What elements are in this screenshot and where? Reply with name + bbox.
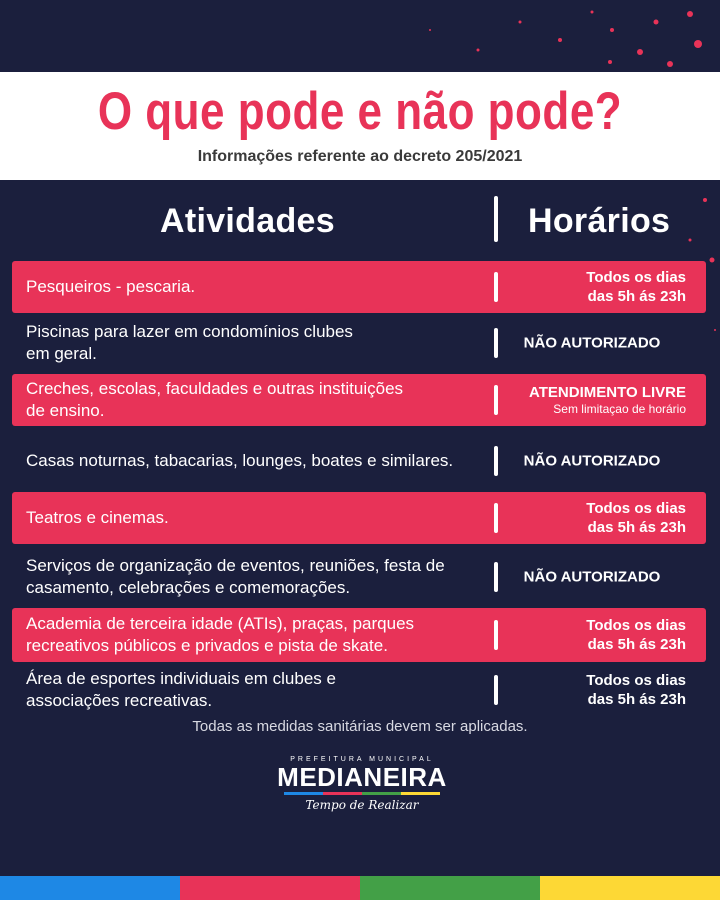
- activity-label: Casas noturnas, tabacarias, lounges, boates e similares.: [26, 451, 454, 470]
- activity-label: Serviços de organização de eventos, reuniões, festa de casamento, celebrações e comemorações.: [26, 556, 445, 597]
- logo-color-stripes: [284, 792, 440, 795]
- hours-label: [496, 268, 686, 306]
- table-row: [12, 492, 706, 544]
- hours-line-2: Sem limitaçao de horário: [553, 402, 686, 416]
- hours-label: NÃO AUTORIZADO: [523, 452, 661, 470]
- logo-slogan: Tempo de Realizar: [305, 798, 419, 812]
- footnote: Todas as medidas sanitárias devem ser aplicadas.: [192, 718, 528, 735]
- column-header-hours: Horários: [528, 202, 671, 240]
- table-row: [12, 316, 706, 370]
- hours-line-2: das 5h ás 23h: [587, 636, 686, 653]
- page-subtitle: Informações referente ao decreto 205/2021: [197, 148, 523, 165]
- hours-label: NÃO AUTORIZADO: [523, 568, 661, 586]
- hours-line-2: das 5h ás 23h: [587, 519, 686, 536]
- hours-line-1: Todos os dias: [586, 672, 686, 689]
- hours-label: [486, 383, 686, 417]
- hours-line-2: das 5h ás 23h: [587, 288, 686, 305]
- table-row: [12, 434, 706, 488]
- hours-label: NÃO AUTORIZADO: [523, 334, 661, 352]
- logo-name: MEDIANEIRA: [277, 762, 447, 792]
- activity-label: Creches, escolas, faculdades e outras instituições de ensino.: [26, 379, 404, 420]
- hours-label: [496, 616, 686, 654]
- table-row: [12, 261, 706, 313]
- activity-label: Área de esportes individuais em clubes e associações recreativas.: [26, 669, 336, 710]
- hours-line-2: das 5h ás 23h: [587, 691, 686, 708]
- page-title: O que pode e não pode?: [97, 82, 623, 141]
- activity-label: Academia de terceira idade (ATIs), praças, parques recreativos públicos e privados e pista de skate.: [26, 614, 415, 655]
- hours-line-1: ATENDIMENTO LIVRE: [529, 384, 686, 401]
- hours-line-1: Todos os dias: [586, 617, 686, 634]
- column-divider: [494, 196, 498, 242]
- activity-label: Teatros e cinemas.: [26, 508, 169, 527]
- hours-line-1: Todos os dias: [586, 269, 686, 286]
- table-row: [12, 550, 706, 604]
- municipality-logo: [272, 756, 452, 812]
- activity-label: Piscinas para lazer em condomínios clubes em geral.: [26, 322, 353, 363]
- bottom-color-bar: [0, 876, 720, 900]
- logo-small-text: PREFEITURA MUNICIPAL: [290, 756, 434, 763]
- column-header-activities: Atividades: [160, 202, 335, 240]
- activity-label: Pesqueiros - pescaria.: [26, 277, 196, 296]
- hours-label: [496, 671, 686, 709]
- table-row: [12, 608, 706, 662]
- hours-line-1: Todos os dias: [586, 500, 686, 517]
- table-row: [12, 664, 706, 716]
- table-row: [12, 374, 706, 426]
- hours-label: [496, 499, 686, 537]
